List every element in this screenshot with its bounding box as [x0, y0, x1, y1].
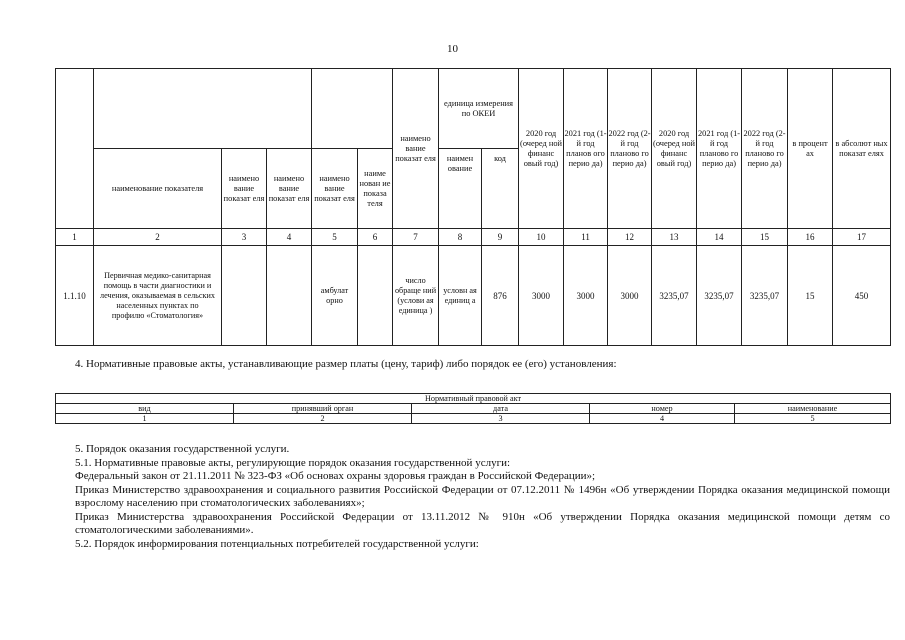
col-number: 16 — [788, 229, 833, 246]
legal-act-header: Нормативный правовой акт — [56, 394, 891, 404]
unit-cell: условн ая единиц а — [439, 246, 482, 346]
col-number: 15 — [742, 229, 788, 246]
section-4-title: 4. Нормативные правовые акты, устанавливающие размер платы (цену, тариф) либо порядок ее (его) установления: — [75, 358, 617, 370]
col-number: 5 — [312, 229, 358, 246]
law-item: Приказ Министерство здравоохранения и социального развития Российской Федерации от 07.12.2011 № 1496н «Об утверждении Порядка оказания медицинской помощи взрослому населению при стоматологических заболеваниях»; — [75, 483, 890, 509]
law-item: Приказ Министерства здравоохранения Российской Федерации от 13.11.2012 № 910н «Об утверждении Порядка оказания медицинской помощи детям со стоматологическими заболеваниями». — [75, 510, 890, 536]
volume-2020: 3000 — [519, 246, 564, 346]
section-5-title: 5. Порядок оказания государственной услуги. — [75, 443, 290, 455]
col-number: 7 — [393, 229, 439, 246]
col-number: 6 — [358, 229, 393, 246]
header-okei-name: наимен ование — [439, 149, 482, 229]
condition-cell: амбулат орно — [312, 246, 358, 346]
col-number: 2 — [234, 414, 412, 424]
col-number: 17 — [833, 229, 891, 246]
empty-cell — [267, 246, 312, 346]
col-number: 14 — [697, 229, 742, 246]
legal-act-col-authority: принявший орган — [234, 404, 412, 414]
header-2021-volume: 2021 год (1-й год планов ого перио да) — [564, 69, 608, 229]
col-number: 4 — [590, 414, 735, 424]
col-number: 4 — [267, 229, 312, 246]
header-col4: наимено вание показат еля — [267, 149, 312, 229]
section-5-2-title: 5.2. Порядок информирования потенциальных потребителей государственной услуги: — [75, 537, 479, 550]
volume-2021: 3000 — [564, 246, 608, 346]
blank-header-cell — [312, 69, 393, 149]
col-number: 8 — [439, 229, 482, 246]
header-indicator-name: наимено вание показат еля — [393, 69, 439, 229]
section-5-1-title: 5.1. Нормативные правовые акты, регулирующие порядок оказания государственной услуги: — [75, 456, 511, 469]
header-okei: единица измерения по ОКЕИ — [439, 69, 519, 149]
header-2022-price: 2022 год (2-й год планово го перио да) — [742, 69, 788, 229]
deviation-percent: 15 — [788, 246, 833, 346]
col-number: 1 — [56, 229, 94, 246]
header-indicator-name-2: наименование показателя — [94, 149, 222, 229]
service-name: Первичная медико-санитарная помощь в части диагностики и лечения, оказываемая в сельских населенных пунктах по профилю «Стоматология» — [94, 246, 222, 346]
header-col5: наимено вание показат еля — [312, 149, 358, 229]
header-absolute: в абсолют ных показат елях — [833, 69, 891, 229]
price-2020: 3235,07 — [652, 246, 697, 346]
service-order-section — [75, 443, 890, 551]
header-percent: в процент ах — [788, 69, 833, 229]
legal-act-col-name: наименование — [735, 404, 891, 414]
legal-act-col-date: дата — [412, 404, 590, 414]
header-col3: наимено вание показат еля — [222, 149, 267, 229]
blank-header-cell — [56, 69, 94, 229]
row-code: 1.1.10 — [56, 246, 94, 346]
header-col6: наиме нован ие показа теля — [358, 149, 393, 229]
header-2020-price: 2020 год (очеред ной финанс овый год) — [652, 69, 697, 229]
service-volume-table — [55, 68, 891, 346]
legal-act-table — [55, 393, 891, 424]
table-row — [56, 246, 891, 346]
legal-act-col-type: вид — [56, 404, 234, 414]
empty-cell — [222, 246, 267, 346]
legal-act-col-number: номер — [590, 404, 735, 414]
col-number: 2 — [94, 229, 222, 246]
col-number: 5 — [735, 414, 891, 424]
blank-header-cell — [94, 69, 312, 149]
price-2021: 3235,07 — [697, 246, 742, 346]
empty-cell — [358, 246, 393, 346]
col-number: 3 — [222, 229, 267, 246]
col-number: 10 — [519, 229, 564, 246]
price-2022: 3235,07 — [742, 246, 788, 346]
header-2020-volume: 2020 год (очеред ной финанс овый год) — [519, 69, 564, 229]
indicator-cell: число обраще ний (услови ая единица ) — [393, 246, 439, 346]
page-number: 10 — [447, 43, 458, 55]
col-number: 12 — [608, 229, 652, 246]
deviation-absolute: 450 — [833, 246, 891, 346]
col-number: 11 — [564, 229, 608, 246]
volume-2022: 3000 — [608, 246, 652, 346]
header-okei-code: код — [482, 149, 519, 229]
col-number: 1 — [56, 414, 234, 424]
col-number: 3 — [412, 414, 590, 424]
header-2022-volume: 2022 год (2-й год планово го перио да) — [608, 69, 652, 229]
law-item: Федеральный закон от 21.11.2011 № 323-ФЗ «Об основах охраны здоровья граждан в Российской Федерации»; — [75, 470, 596, 482]
header-2021-price: 2021 год (1-й год планово го перио да) — [697, 69, 742, 229]
col-number: 9 — [482, 229, 519, 246]
col-number: 13 — [652, 229, 697, 246]
unit-code-cell: 876 — [482, 246, 519, 346]
